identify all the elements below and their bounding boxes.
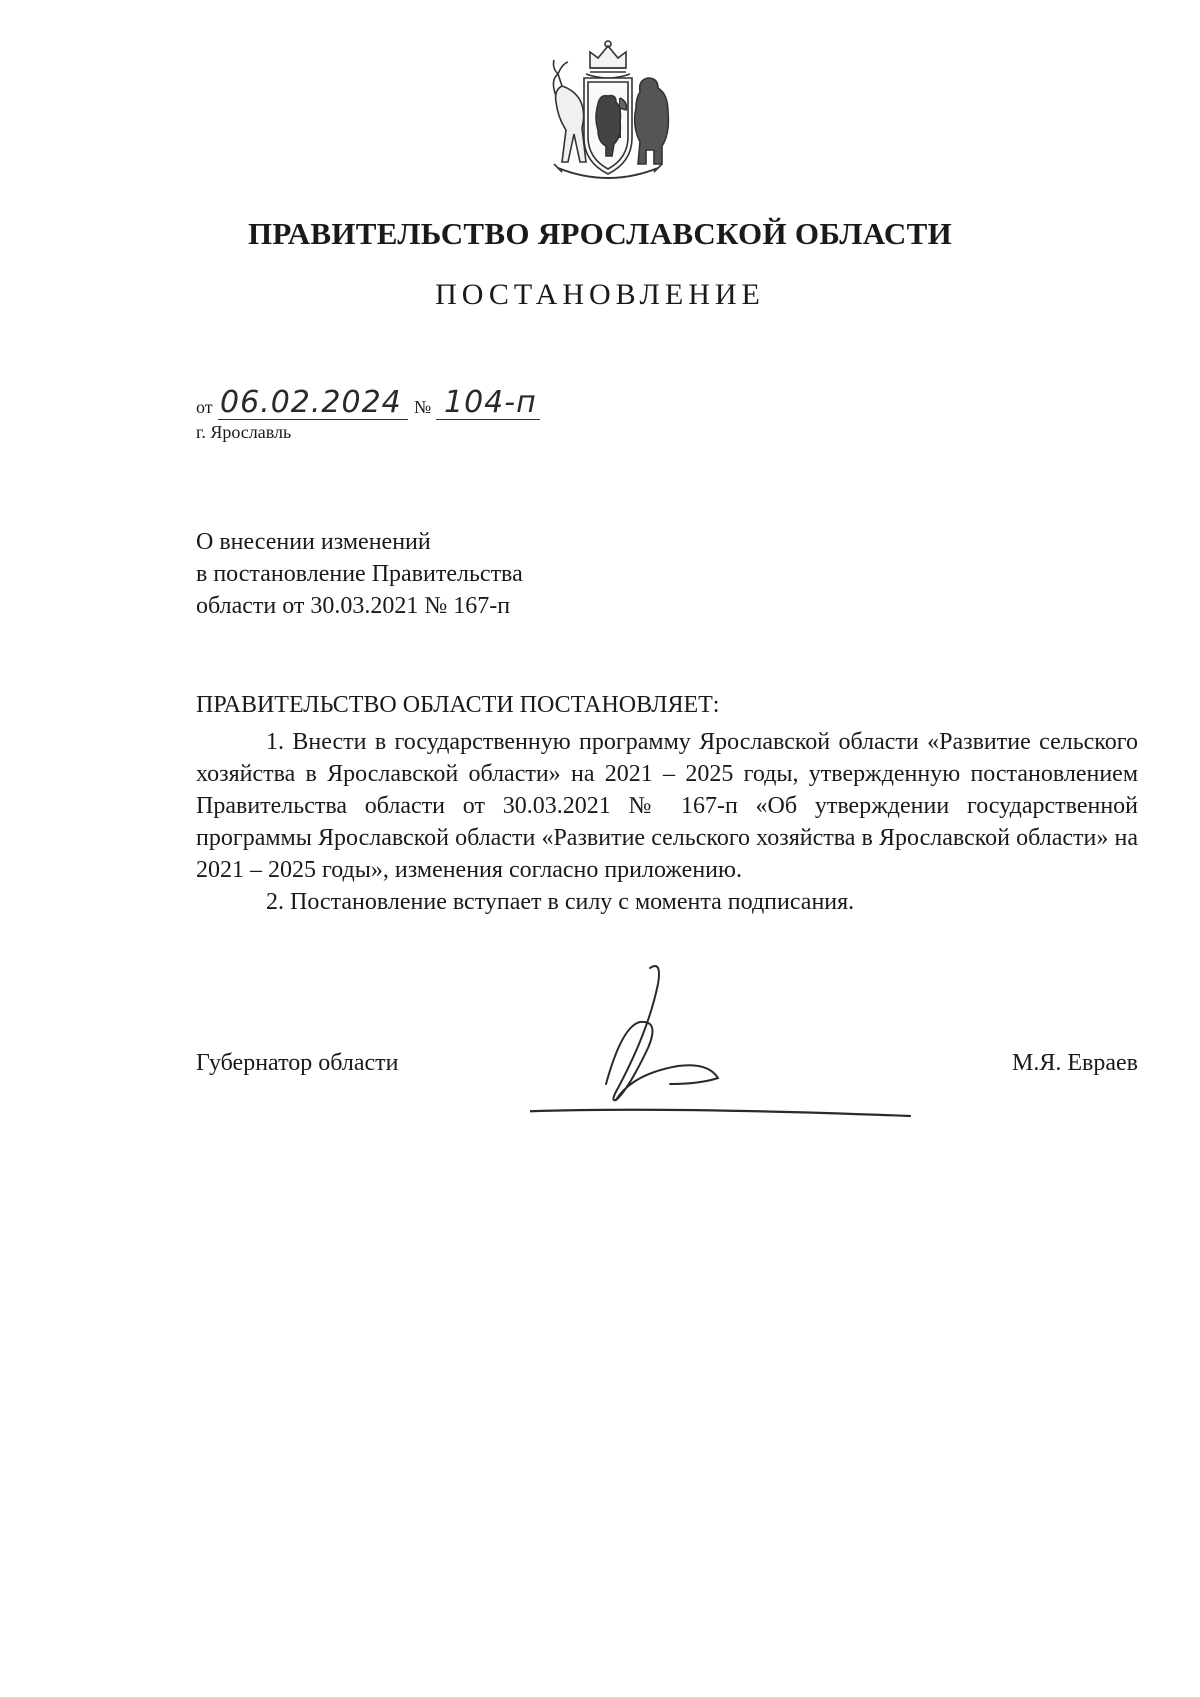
signer-position: Губернатор области (196, 1050, 399, 1076)
resolves-heading: ПРАВИТЕЛЬСТВО ОБЛАСТИ ПОСТАНОВЛЯЕТ: (196, 692, 720, 718)
signer-name: М.Я. Евраев (1012, 1050, 1138, 1076)
body-paragraph: 2. Постановление вступает в силу с момента подписания. (266, 889, 855, 915)
government-title: ПРАВИТЕЛЬСТВО ЯРОСЛАВСКОЙ ОБЛАСТИ (248, 216, 952, 251)
city: г. Ярославль (196, 422, 292, 442)
date-prefix: от (196, 397, 213, 417)
document-subject (196, 526, 523, 622)
number-value: 104-п (444, 385, 537, 420)
document-type: ПОСТАНОВЛЕНИЕ (435, 278, 765, 311)
registration-line (196, 384, 596, 424)
number-prefix: № (414, 397, 432, 417)
subject-line: О внесении изменений (196, 529, 431, 555)
handwritten-signature-icon (530, 962, 930, 1142)
date-value: 06.02.2024 (220, 385, 402, 420)
subject-line: области от 30.03.2021 № 167-п (196, 593, 511, 619)
coat-of-arms-icon (528, 38, 688, 188)
document-body (196, 726, 1138, 918)
body-paragraph: 1. Внести в государственную программу Ярославской области «Развитие сельского хозяйства в Ярославской области» на 2021 – 2025 годы, утвержденную постановлением Правительства области от 30.03.2021 № 167-п «Об утверждении государственной программы Ярославской области «Развитие сельского хозяйства в Ярославской области» на 2021 – 2025 годы», изменения согласно приложению. (196, 729, 1138, 883)
subject-line: в постановление Правительства (196, 561, 523, 587)
